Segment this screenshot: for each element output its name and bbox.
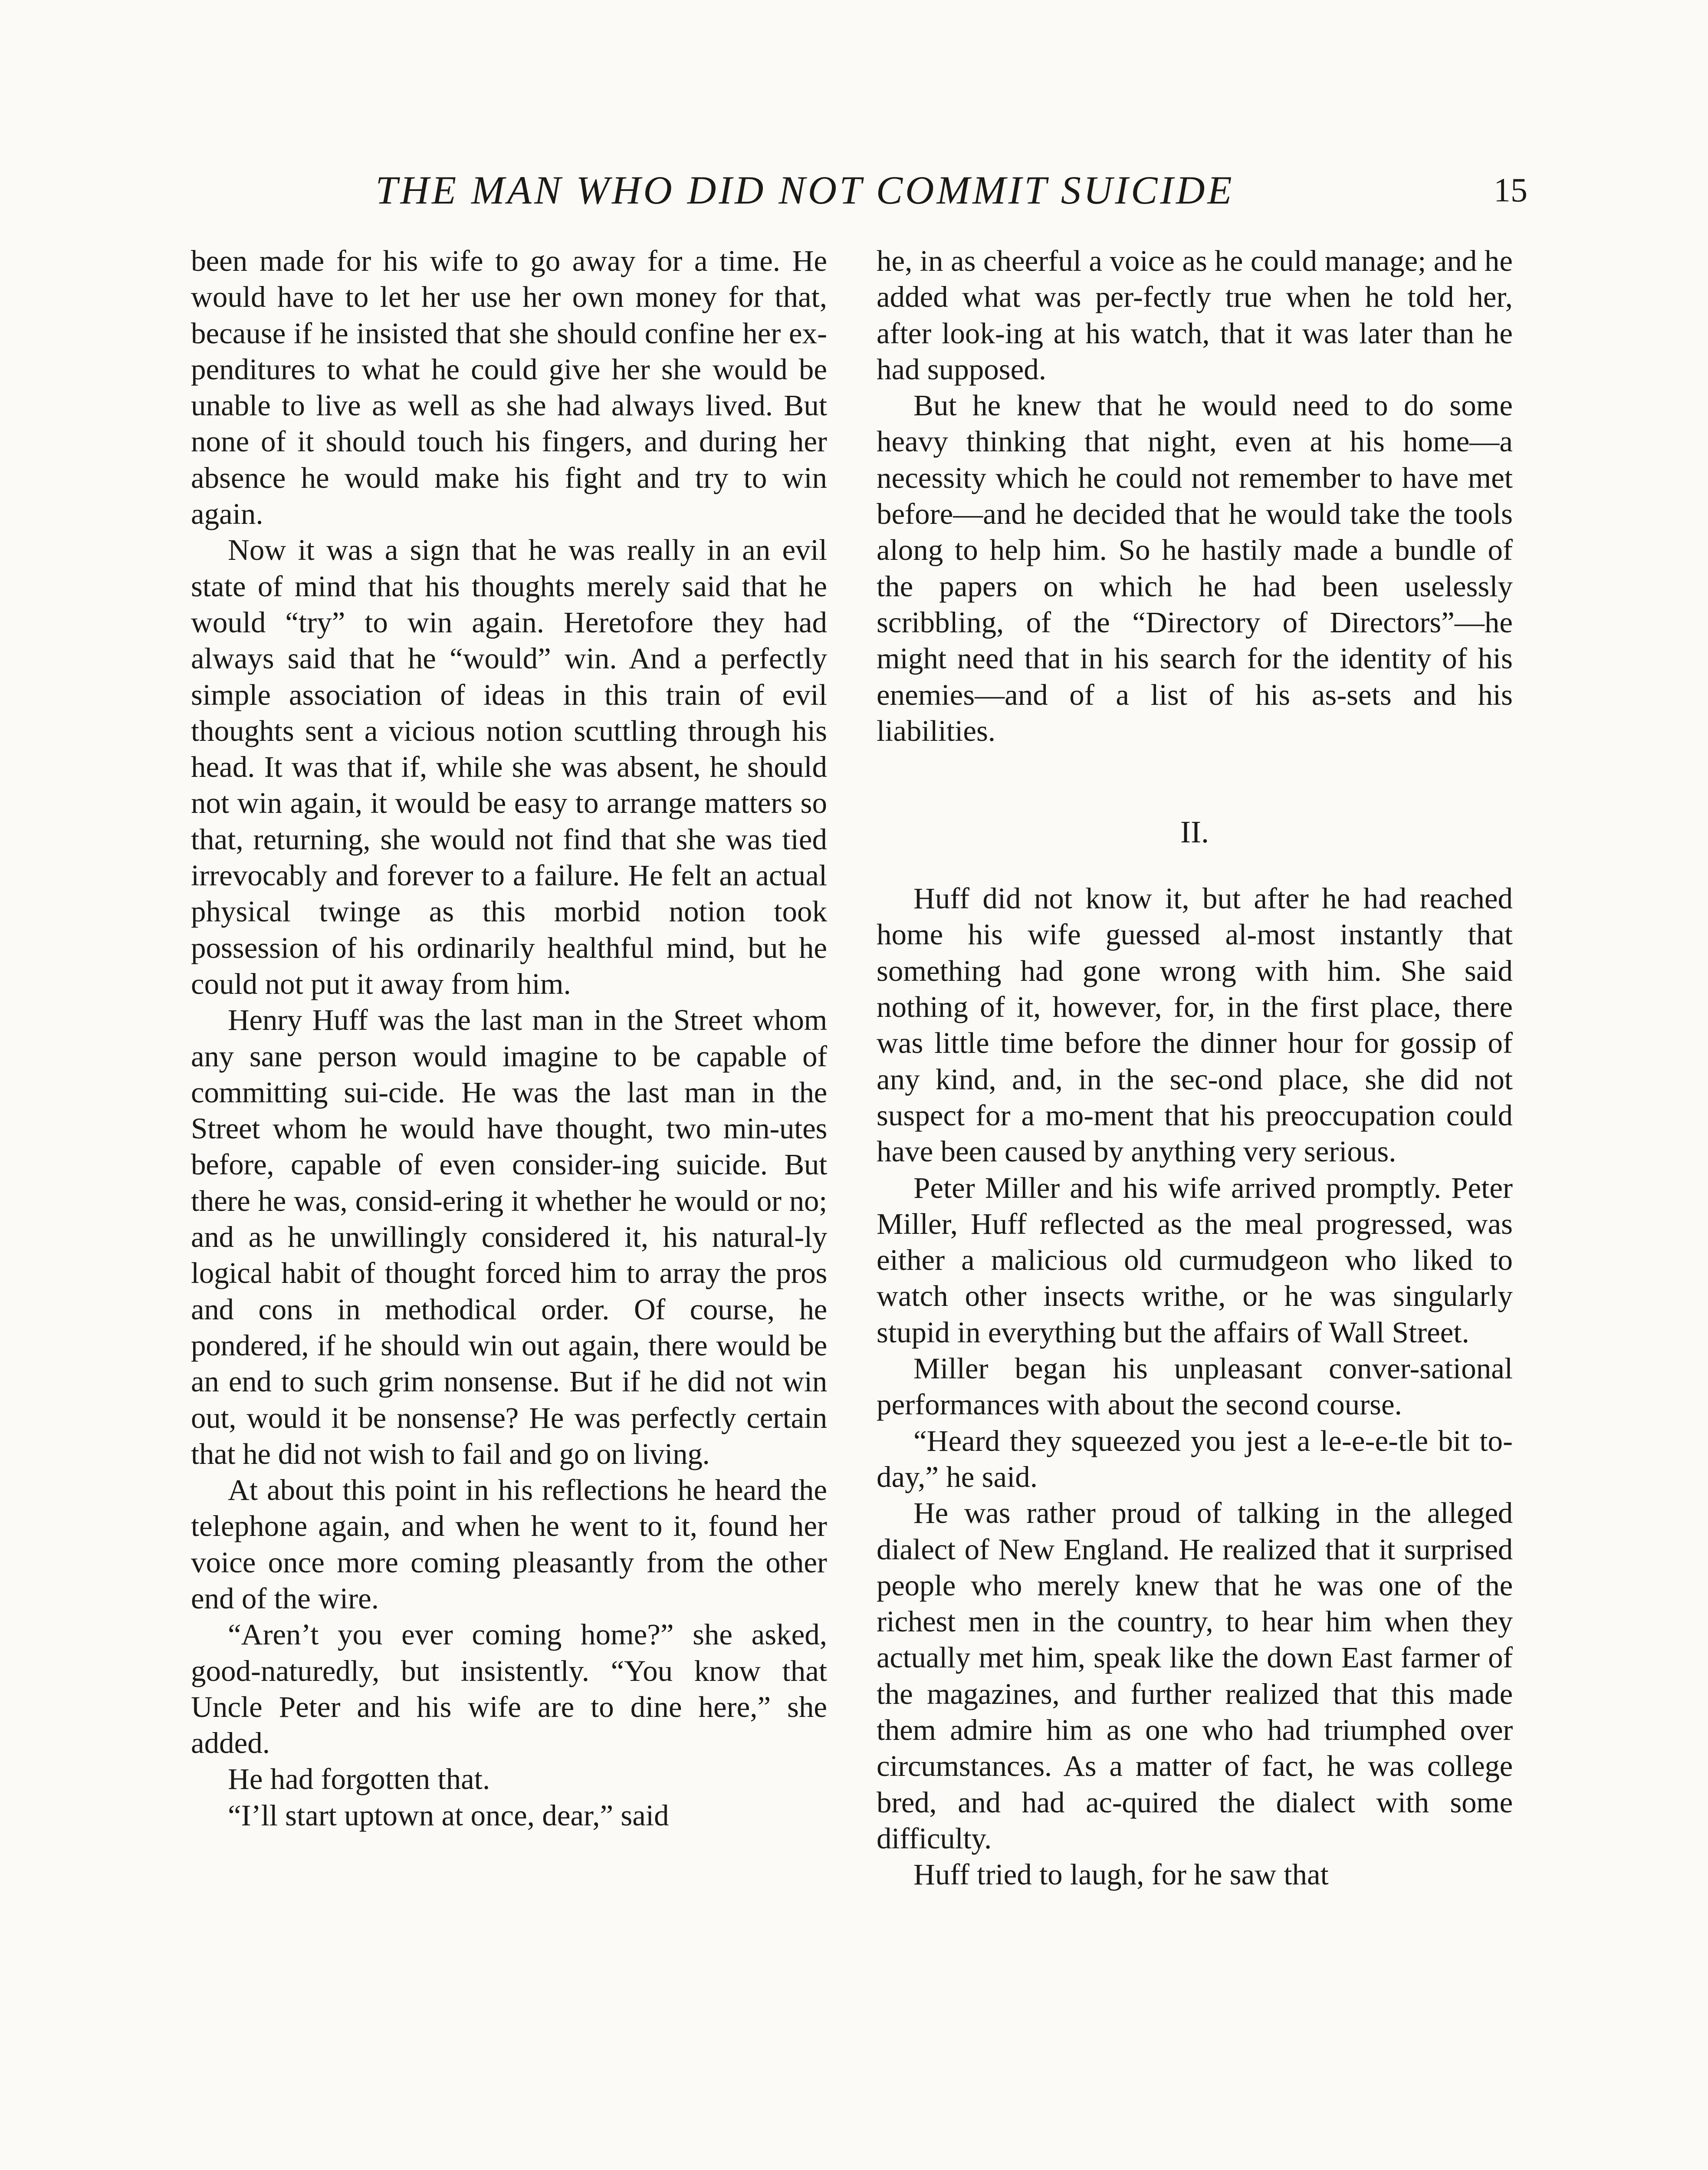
paragraph: He was rather proud of talking in the alleged dialect of New England. He realized that it surprised people who merely knew that he was one of the richest men in the country, to hear him when they actually met him, speak like the down East farmer of the magazines, and further realized that this made them admire him as one who had triumphed over circumstances. As a matter of fact, he was college bred, and had ac-quired the dialect with some difficulty.: [877, 1496, 1513, 1855]
paragraph: “Heard they squeezed you jest a le-e-e-tle bit to-day,” he said.: [877, 1424, 1513, 1493]
right-column: [877, 243, 1513, 2170]
running-title: THE MAN WHO DID NOT COMMIT SUICIDE: [375, 168, 1235, 212]
paragraph: At about this point in his reflections he heard the telephone again, and when he went to it, found her voice once more coming pleasantly from the other end of the wire.: [191, 1473, 827, 1615]
page-number: 15: [1494, 171, 1527, 209]
paragraph: Henry Huff was the last man in the Street whom any sane person would imagine to be capable of committing sui-cide. He was the last man in the Street whom he would have thought, two min-utes before, capable of even consider-ing suicide. But there he was, consid-ering it whether he would or no; and as he unwillingly considered it, his natural-ly logical habit of thought forced him to array the pros and cons in methodical order. Of course, he pondered, if he should win out again, there would be an end to such grim nonsense. But if he did not win out, would it be nonsense? He was perfectly certain that he did not wish to fail and go on living.: [191, 1003, 827, 1470]
paragraph: He had forgotten that.: [228, 1762, 490, 1796]
paragraph: Now it was a sign that he was really in an evil state of mind that his thoughts merely said that he would “try” to win again. Heretofore they had always said that he “would” win. And a perfectly simple association of ideas in this train of evil thoughts sent a vicious notion scuttling through his head. It was that if, while she was absent, he should not win again, it would be easy to arrange matters so that, returning, she would not find that she was tied irrevocably and forever to a failure. He felt an actual physical twinge as this morbid notion took possession of his ordinarily healthful mind, but he could not put it away from him.: [191, 533, 827, 1000]
paragraph: Huff tried to laugh, for he saw that: [913, 1858, 1329, 1891]
paragraph: he, in as cheerful a voice as he could manage; and he added what was per-fectly true when he told her, after look-ing at his watch, that it was later than he had supposed.: [877, 244, 1513, 386]
paragraph: Peter Miller and his wife arrived promptly. Peter Miller, Huff reflected as the meal progressed, was either a malicious old curmudgeon who liked to watch other insects writhe, or he was singularly stupid in everything but the affairs of Wall Street.: [877, 1171, 1513, 1349]
section-heading: II.: [1180, 815, 1209, 850]
paragraph: “Aren’t you ever coming home?” she asked, good-naturedly, but insistently. “You know that Uncle Peter and his wife are to dine here,” she added.: [191, 1618, 827, 1760]
paragraph: “I’ll start uptown at once, dear,” said: [228, 1798, 669, 1832]
paragraph: Miller began his unpleasant conver-sational performances with about the second course.: [877, 1352, 1513, 1421]
left-column: [191, 243, 827, 2170]
page-header: [191, 164, 1527, 216]
paragraph: been made for his wife to go away for a time. He would have to let her use her own money for that, because if he insisted that she should confine her ex-penditures to what he could give her she would be unable to live as well as she had always lived. But none of it should touch his fingers, and during her absence he would make his fight and try to win again.: [191, 244, 827, 531]
paragraph: But he knew that he would need to do some heavy thinking that night, even at his home—a necessity which he could not remember to have met before—and he decided that he would take the tools along to help him. So he hastily made a bundle of the papers on which he had been uselessly scribbling, of the “Directory of Directors”—he might need that in his search for the identity of his enemies—and of a list of his as-sets and his liabilities.: [877, 389, 1513, 747]
paragraph: Huff did not know it, but after he had reached home his wife guessed al-most instantly that something had gone wrong with him. She said nothing of it, however, for, in the first place, there was little time before the dinner hour for gossip of any kind, and, in the sec-ond place, she did not suspect for a mo-ment that his preoccupation could have been caused by anything very serious.: [877, 882, 1513, 1168]
